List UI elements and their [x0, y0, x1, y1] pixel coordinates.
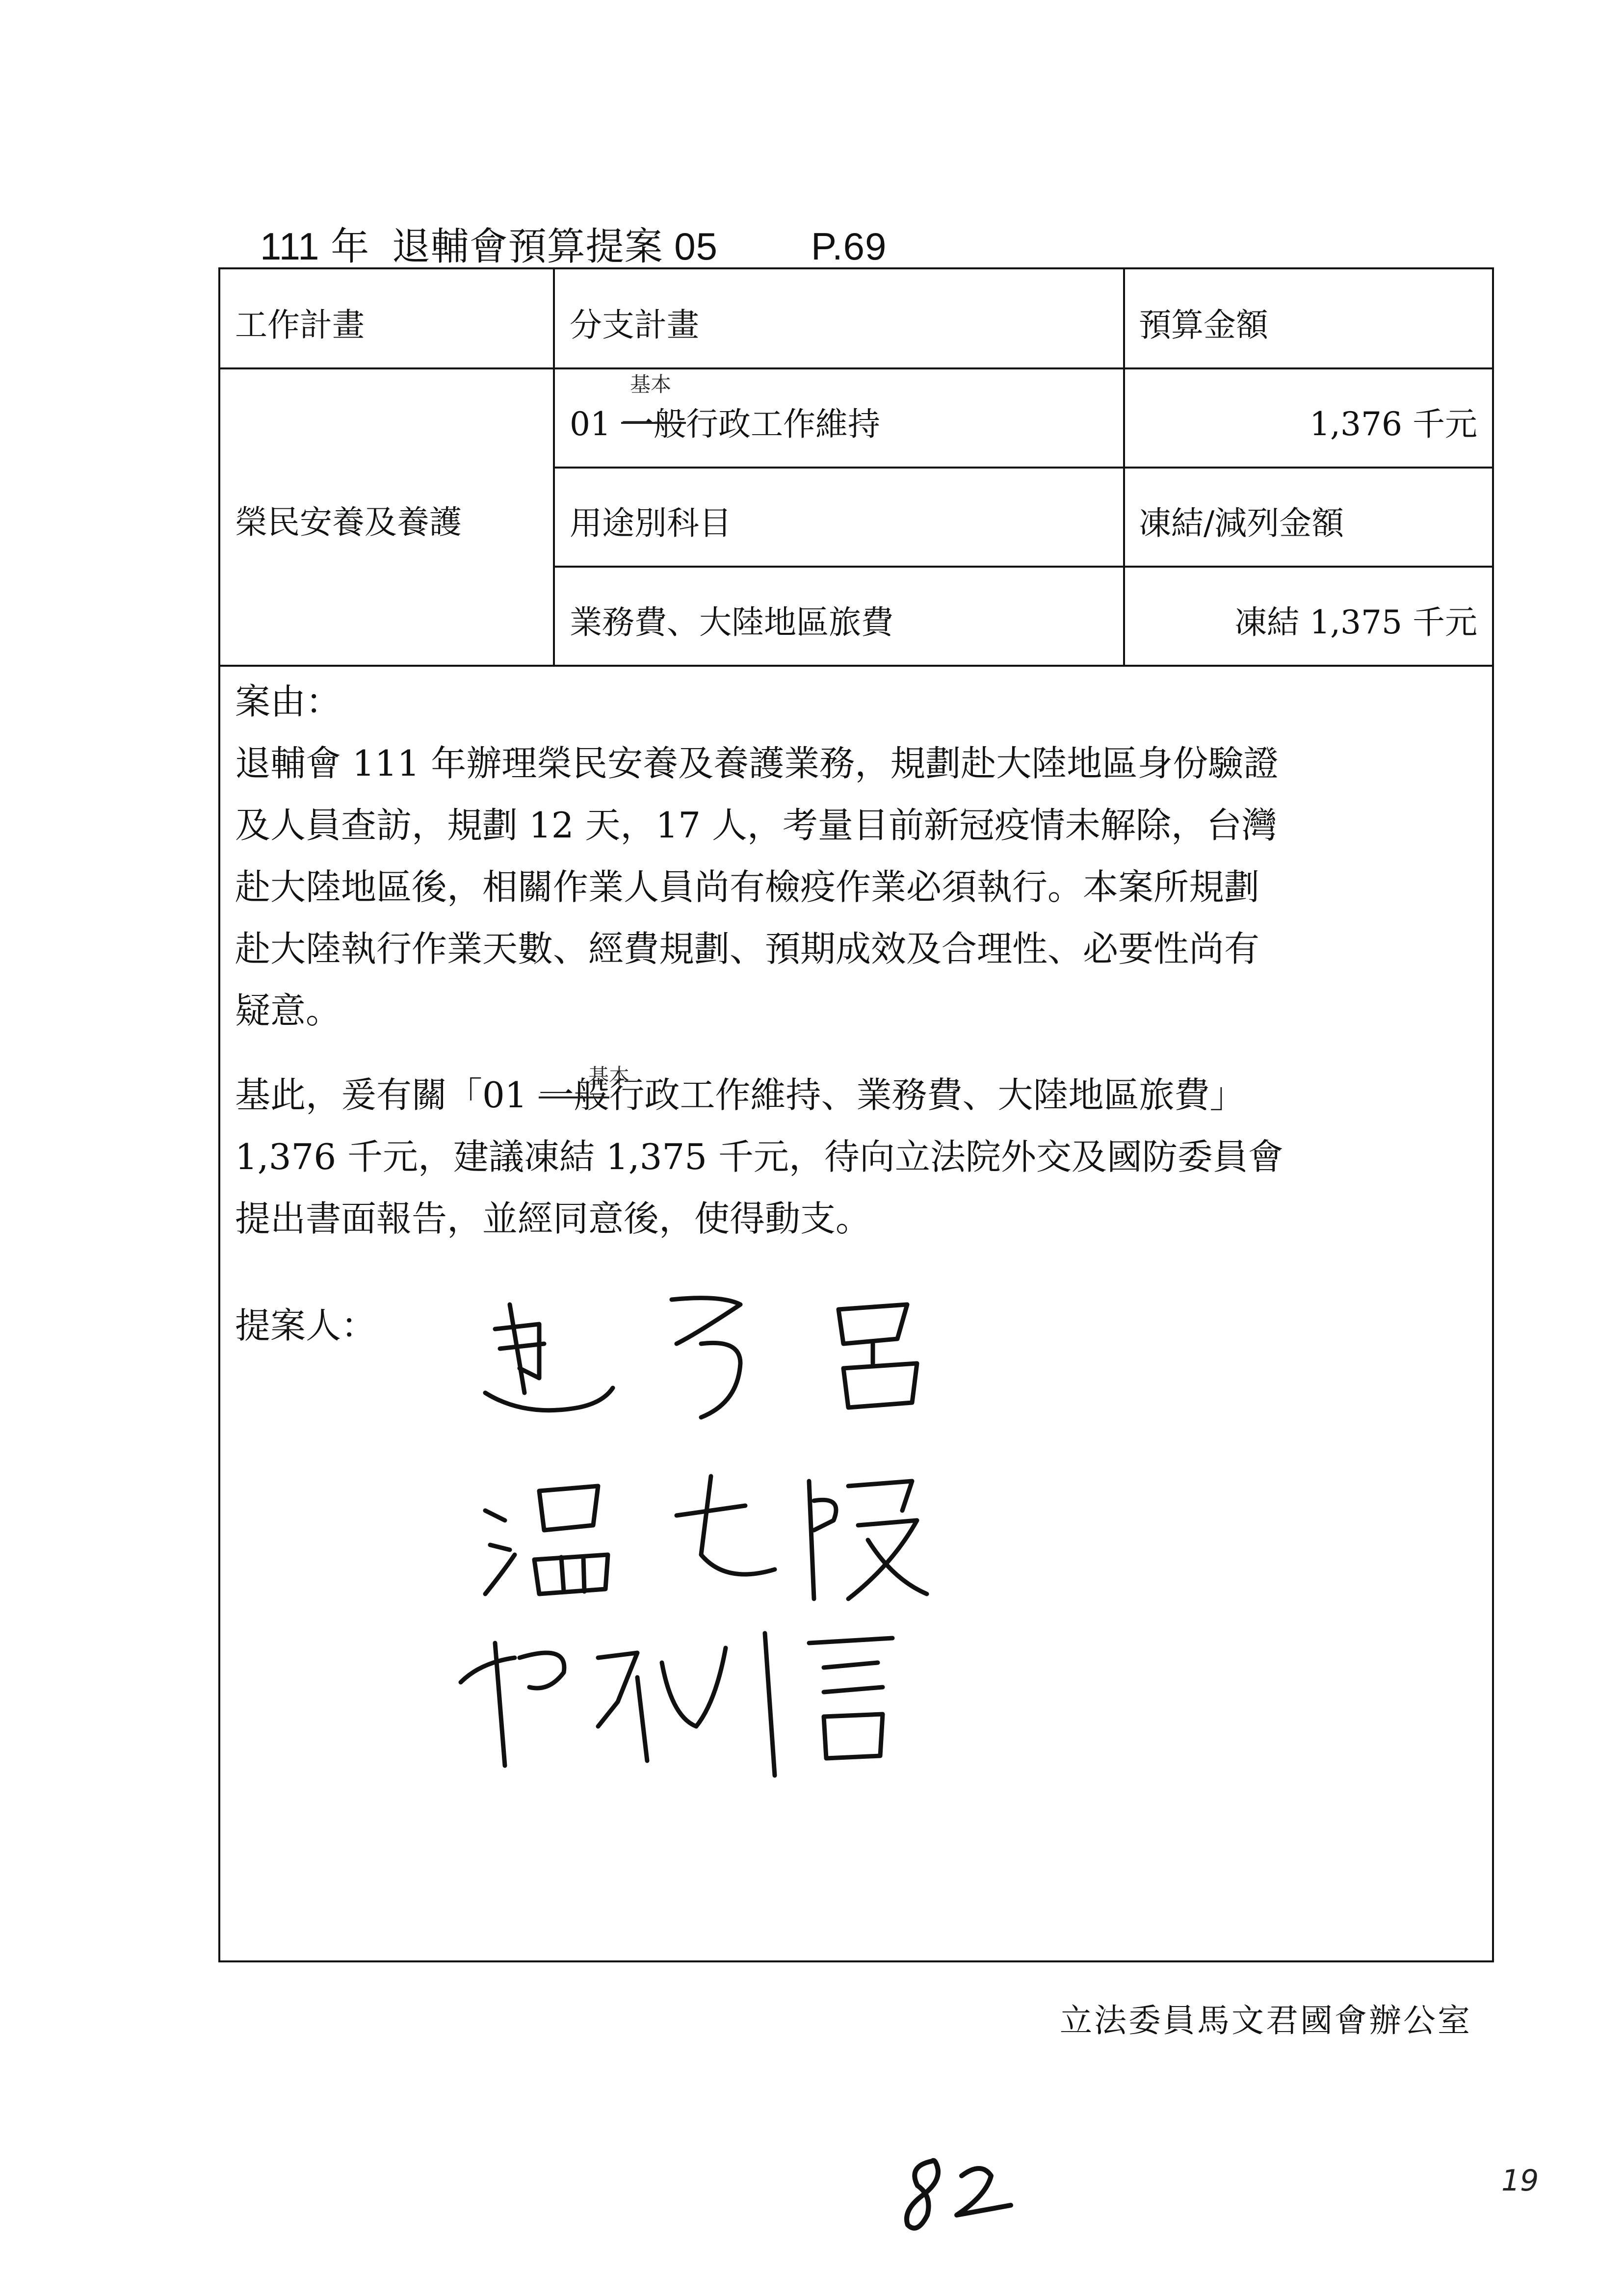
table-divider — [220, 367, 1492, 369]
recommendation-prefix: 基此，爰有關「01 — [235, 1074, 539, 1116]
case-paragraph-line: 赴大陸地區後，相關作業人員尚有檢疫作業必須執行。本案所規劃 — [235, 866, 1260, 908]
budget-amount: 1,376 千元 — [1310, 405, 1477, 443]
handwritten-correction: 基本 — [588, 1064, 630, 1088]
usage-header: 用途別科目 — [570, 504, 732, 542]
handwritten-page-number — [898, 2146, 1025, 2240]
case-paragraph-line: 赴大陸執行作業天數、經費規劃、預期成效及合理性、必要性尚有 — [235, 928, 1260, 969]
freeze-amount: 凍結 1,375 千元 — [1234, 603, 1477, 641]
case-paragraph-line: 疑意。 — [235, 990, 341, 1031]
proposal-form — [218, 267, 1494, 1962]
recommendation-rest: 行政工作維持、業務費、大陸地區旅費」 — [609, 1074, 1245, 1116]
signature-ma-wen-chun — [466, 1270, 1005, 1427]
header-year: 111 年 — [260, 225, 370, 268]
header-title: 退輔會預算提案 05 — [392, 225, 718, 268]
table-divider — [554, 467, 1492, 469]
recommendation-struck-text: 一般 — [539, 1064, 609, 1126]
col-header-work-plan: 工作計畫 — [235, 306, 365, 344]
recommendation-line: 1,376 千元，建議凍結 1,375 千元，待向立法院外交及國防委員會 — [235, 1136, 1283, 1177]
work-plan-value: 榮民安養及養護 — [235, 503, 462, 541]
branch-prefix: 01 — [570, 405, 611, 443]
freeze-header: 凍結/減列金額 — [1139, 504, 1344, 542]
col-header-budget: 預算金額 — [1139, 306, 1268, 344]
corner-page-number: 19 — [1501, 2164, 1539, 2198]
proposer-label: 提案人： — [235, 1305, 377, 1346]
branch-struck-text: 一般 — [621, 398, 686, 444]
case-paragraph-line: 及人員查訪，規劃 12 天，17 人，考量目前新冠疫情未解除，台灣 — [235, 805, 1277, 846]
header-page-ref: P.69 — [811, 225, 887, 268]
handwritten-correction: 基本 — [630, 372, 672, 396]
signature-chen-yi-hsin — [451, 1604, 1089, 1790]
usage-item: 業務費、大陸地區旅費 — [570, 603, 893, 641]
office-name: 立法委員馬文君國會辦公室 — [1060, 2002, 1472, 2039]
case-paragraph-line: 退輔會 111 年辦理榮民安養及養護業務，規劃赴大陸地區身份驗證 — [235, 743, 1279, 784]
document-header — [260, 216, 887, 271]
recommendation-line — [235, 1064, 1245, 1126]
recommendation-line: 提出書面報告，並經同意後，使得動支。 — [235, 1198, 871, 1239]
col-header-branch-plan: 分支計畫 — [570, 306, 699, 344]
case-label: 案由： — [235, 681, 341, 722]
branch-rest: 行政工作維持 — [685, 405, 880, 443]
table-divider — [554, 566, 1492, 568]
branch-plan-value — [570, 398, 880, 444]
signature-wen-yu-hsia — [471, 1457, 1010, 1614]
table-divider — [220, 665, 1492, 667]
